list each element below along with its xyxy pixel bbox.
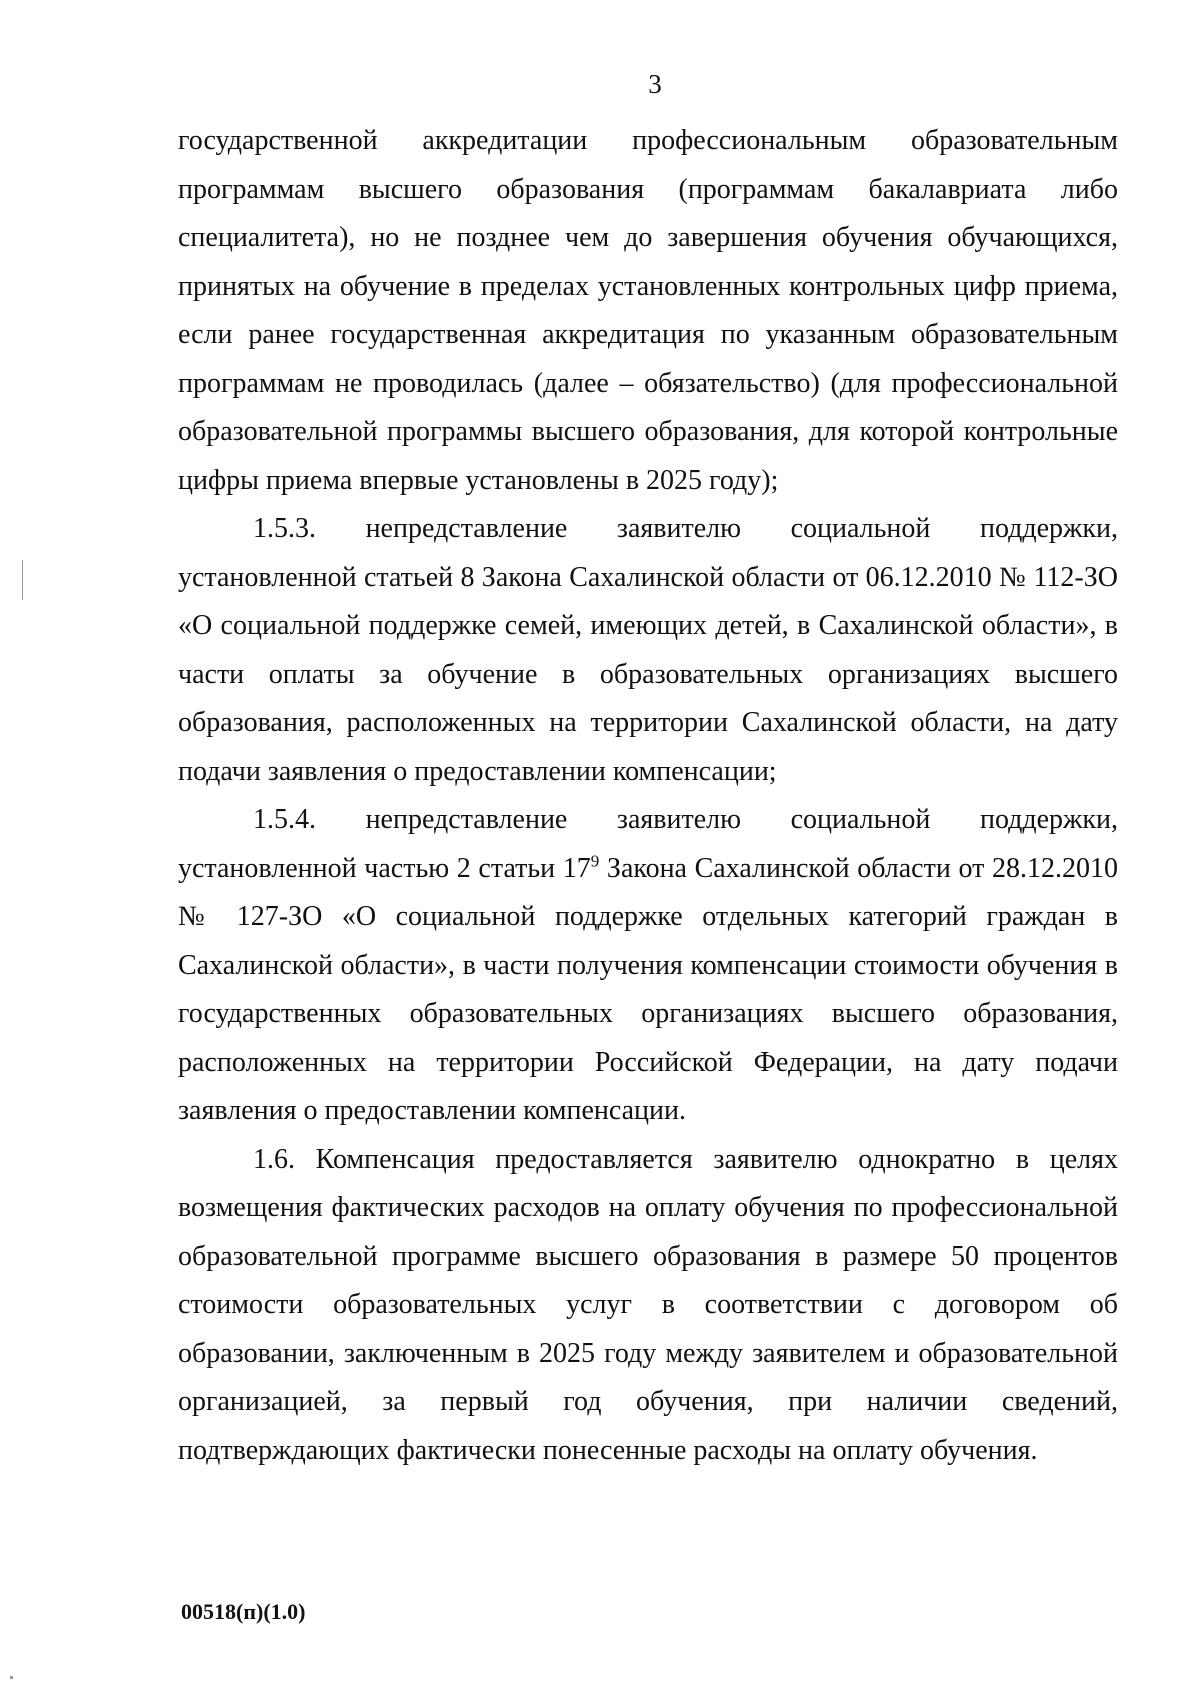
paragraph-item-1-5-4-text-continued: Закона Сахалинской области от 28.12.2010 № 127-ЗО «О социальной поддержке отдельных категорий граждан в Сахалинской области», в части получения компенсации стоимости обучения в государственных образовательных организациях высшего образования, расположенных на территории Российской Федерации, на дату подачи заявления о предоставлении компенсации. (178, 852, 1118, 1126)
paragraph-item-1-6: 1.6. Компенсация предоставляется заявителю однократно в целях возмещения фактических расходов на оплату обучения по профессиональной образовательной программе высшего образования в размере 50 процентов стоимости образовательных услуг в соответствии с договором об образовании, заключенным в 2025 году между заявителем и образовательной организацией, за первый год обучения, при наличии сведений, подтверждающих фактически понесенные расходы на оплату обучения. (178, 1143, 1118, 1466)
paragraph-accreditation-continuation: государственной аккредитации профессиональным образовательным программам высшего образования (программам бакалавриата либо специалитета), но не позднее чем до завершения обучения обучающихся, принятых на обучение в пределах установленных контрольных цифр приема, если ранее государственная аккредитация по указанным образовательным программам не проводилась (далее – обязательство) (для профессиональной образовательной программы высшего образования, для которой контрольные цифры приема впервые установлены в 2025 году); (178, 125, 1118, 496)
paragraph-item-1-5-3: 1.5.3. непредставление заявителю социальной поддержки, установленной статьей 8 Закона Сахалинской области от 06.12.2010 № 112-ЗО «О социальной поддержке семей, имеющих детей, в Сахалинской области», в части оплаты за обучение в образовательных организациях высшего образования, расположенных на территории Сахалинской области, на дату подачи заявления о предоставлении компенсации; (178, 513, 1118, 787)
document-body (178, 117, 1118, 1475)
document-footer-code: 00518(п)(1.0) (181, 1599, 306, 1624)
page-number: 3 (648, 69, 662, 99)
scan-artifact-left-edge (22, 560, 23, 600)
article-superscript: 9 (590, 851, 600, 871)
paragraph-item-1-5-4 (178, 796, 1118, 1136)
paragraph-item-1-5-4-text: 1.5.4. непредставление заявителю социальной поддержки, установленной частью 2 статьи 17 (178, 804, 1118, 884)
scan-artifact-bottom-left (10, 1676, 13, 1679)
